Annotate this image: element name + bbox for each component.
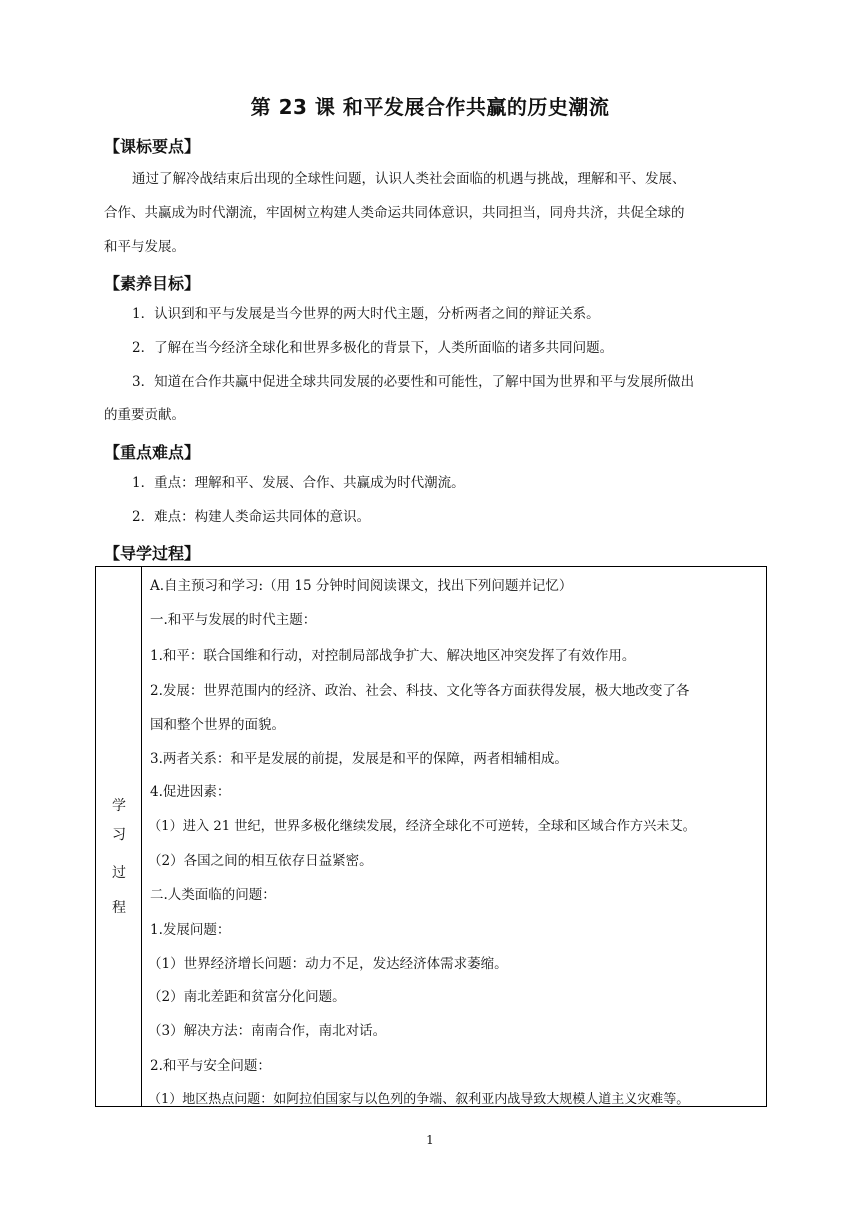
table-line: （1）进入 21 世纪，世界多极化继续发展，经济全球化不可逆转，全球和区域合作方兴未艾。 bbox=[148, 819, 696, 834]
goal-item: 3．知道在合作共赢中促进全球共同发展的必要性和可能性，了解中国为世界和平与发展所做出 bbox=[132, 374, 695, 390]
guide-heading: 【导学过程】 bbox=[104, 544, 201, 563]
side-label-char: 过 bbox=[112, 865, 126, 881]
table-line: （2）各国之间的相互依存日益紧密。 bbox=[148, 853, 373, 869]
key-point-item: 1．重点：理解和平、发展、合作、共赢成为时代潮流。 bbox=[132, 475, 465, 491]
curriculum-heading: 【课标要点】 bbox=[104, 137, 201, 156]
curriculum-line: 通过了解冷战结束后出现的全球性问题，认识人类社会面临的机遇与挑战，理解和平、发展、 bbox=[132, 171, 686, 187]
table-line: （1）地区热点问题：如阿拉伯国家与以色列的争端、叙利亚内战导致大规模人道主义灾难等。 bbox=[148, 1092, 690, 1107]
goal-item: 的重要贡献。 bbox=[104, 407, 185, 423]
table-line: 4.促进因素： bbox=[150, 784, 231, 800]
table-side-column bbox=[96, 567, 142, 1106]
side-label-char: 学 bbox=[112, 798, 126, 814]
table-line: 国和整个世界的面貌。 bbox=[150, 717, 285, 733]
table-line: 二.人类面临的问题： bbox=[150, 887, 276, 903]
table-line: 1.发展问题： bbox=[150, 922, 231, 938]
goal-item: 2．了解在当今经济全球化和世界多极化的背景下，人类所面临的诸多共同问题。 bbox=[132, 340, 614, 356]
table-line: 1.和平：联合国维和行动，对控制局部战争扩大、解决地区冲突发挥了有效作用。 bbox=[150, 648, 636, 664]
side-label-char: 程 bbox=[112, 900, 126, 916]
table-line: 3.两者关系：和平是发展的前提，发展是和平的保障，两者相辅相成。 bbox=[150, 751, 568, 767]
curriculum-line: 和平与发展。 bbox=[104, 239, 185, 255]
key-point-item: 2．难点：构建人类命运共同体的意识。 bbox=[132, 509, 371, 525]
curriculum-line: 合作、共赢成为时代潮流，牢固树立构建人类命运共同体意识，共同担当，同舟共济，共促全球的 bbox=[104, 205, 685, 221]
guide-table bbox=[95, 566, 767, 1107]
page-title: 第 23 课 和平发展合作共赢的历史潮流 bbox=[250, 95, 610, 119]
key-points-heading: 【重点难点】 bbox=[104, 443, 201, 462]
goal-item: 1．认识到和平与发展是当今世界的两大时代主题，分析两者之间的辩证关系。 bbox=[132, 306, 600, 322]
table-line: 2.发展：世界范围内的经济、政治、社会、科技、文化等各方面获得发展，极大地改变了各 bbox=[150, 683, 690, 699]
table-line: 一.和平与发展的时代主题： bbox=[150, 612, 317, 628]
table-line: （1）世界经济增长问题：动力不足，发达经济体需求萎缩。 bbox=[148, 956, 508, 972]
goals-heading: 【素养目标】 bbox=[104, 274, 201, 293]
table-line: A.自主预习和学习:（用 15 分钟时间阅读课文，找出下列问题并记忆） bbox=[150, 578, 573, 594]
page-number: 1 bbox=[426, 1133, 434, 1147]
table-line: （2）南北差距和贫富分化问题。 bbox=[148, 989, 346, 1005]
side-label-char: 习 bbox=[112, 827, 126, 843]
table-line: （3）解决方法：南南合作，南北对话。 bbox=[148, 1023, 387, 1039]
table-line: 2.和平与安全问题： bbox=[150, 1058, 271, 1074]
